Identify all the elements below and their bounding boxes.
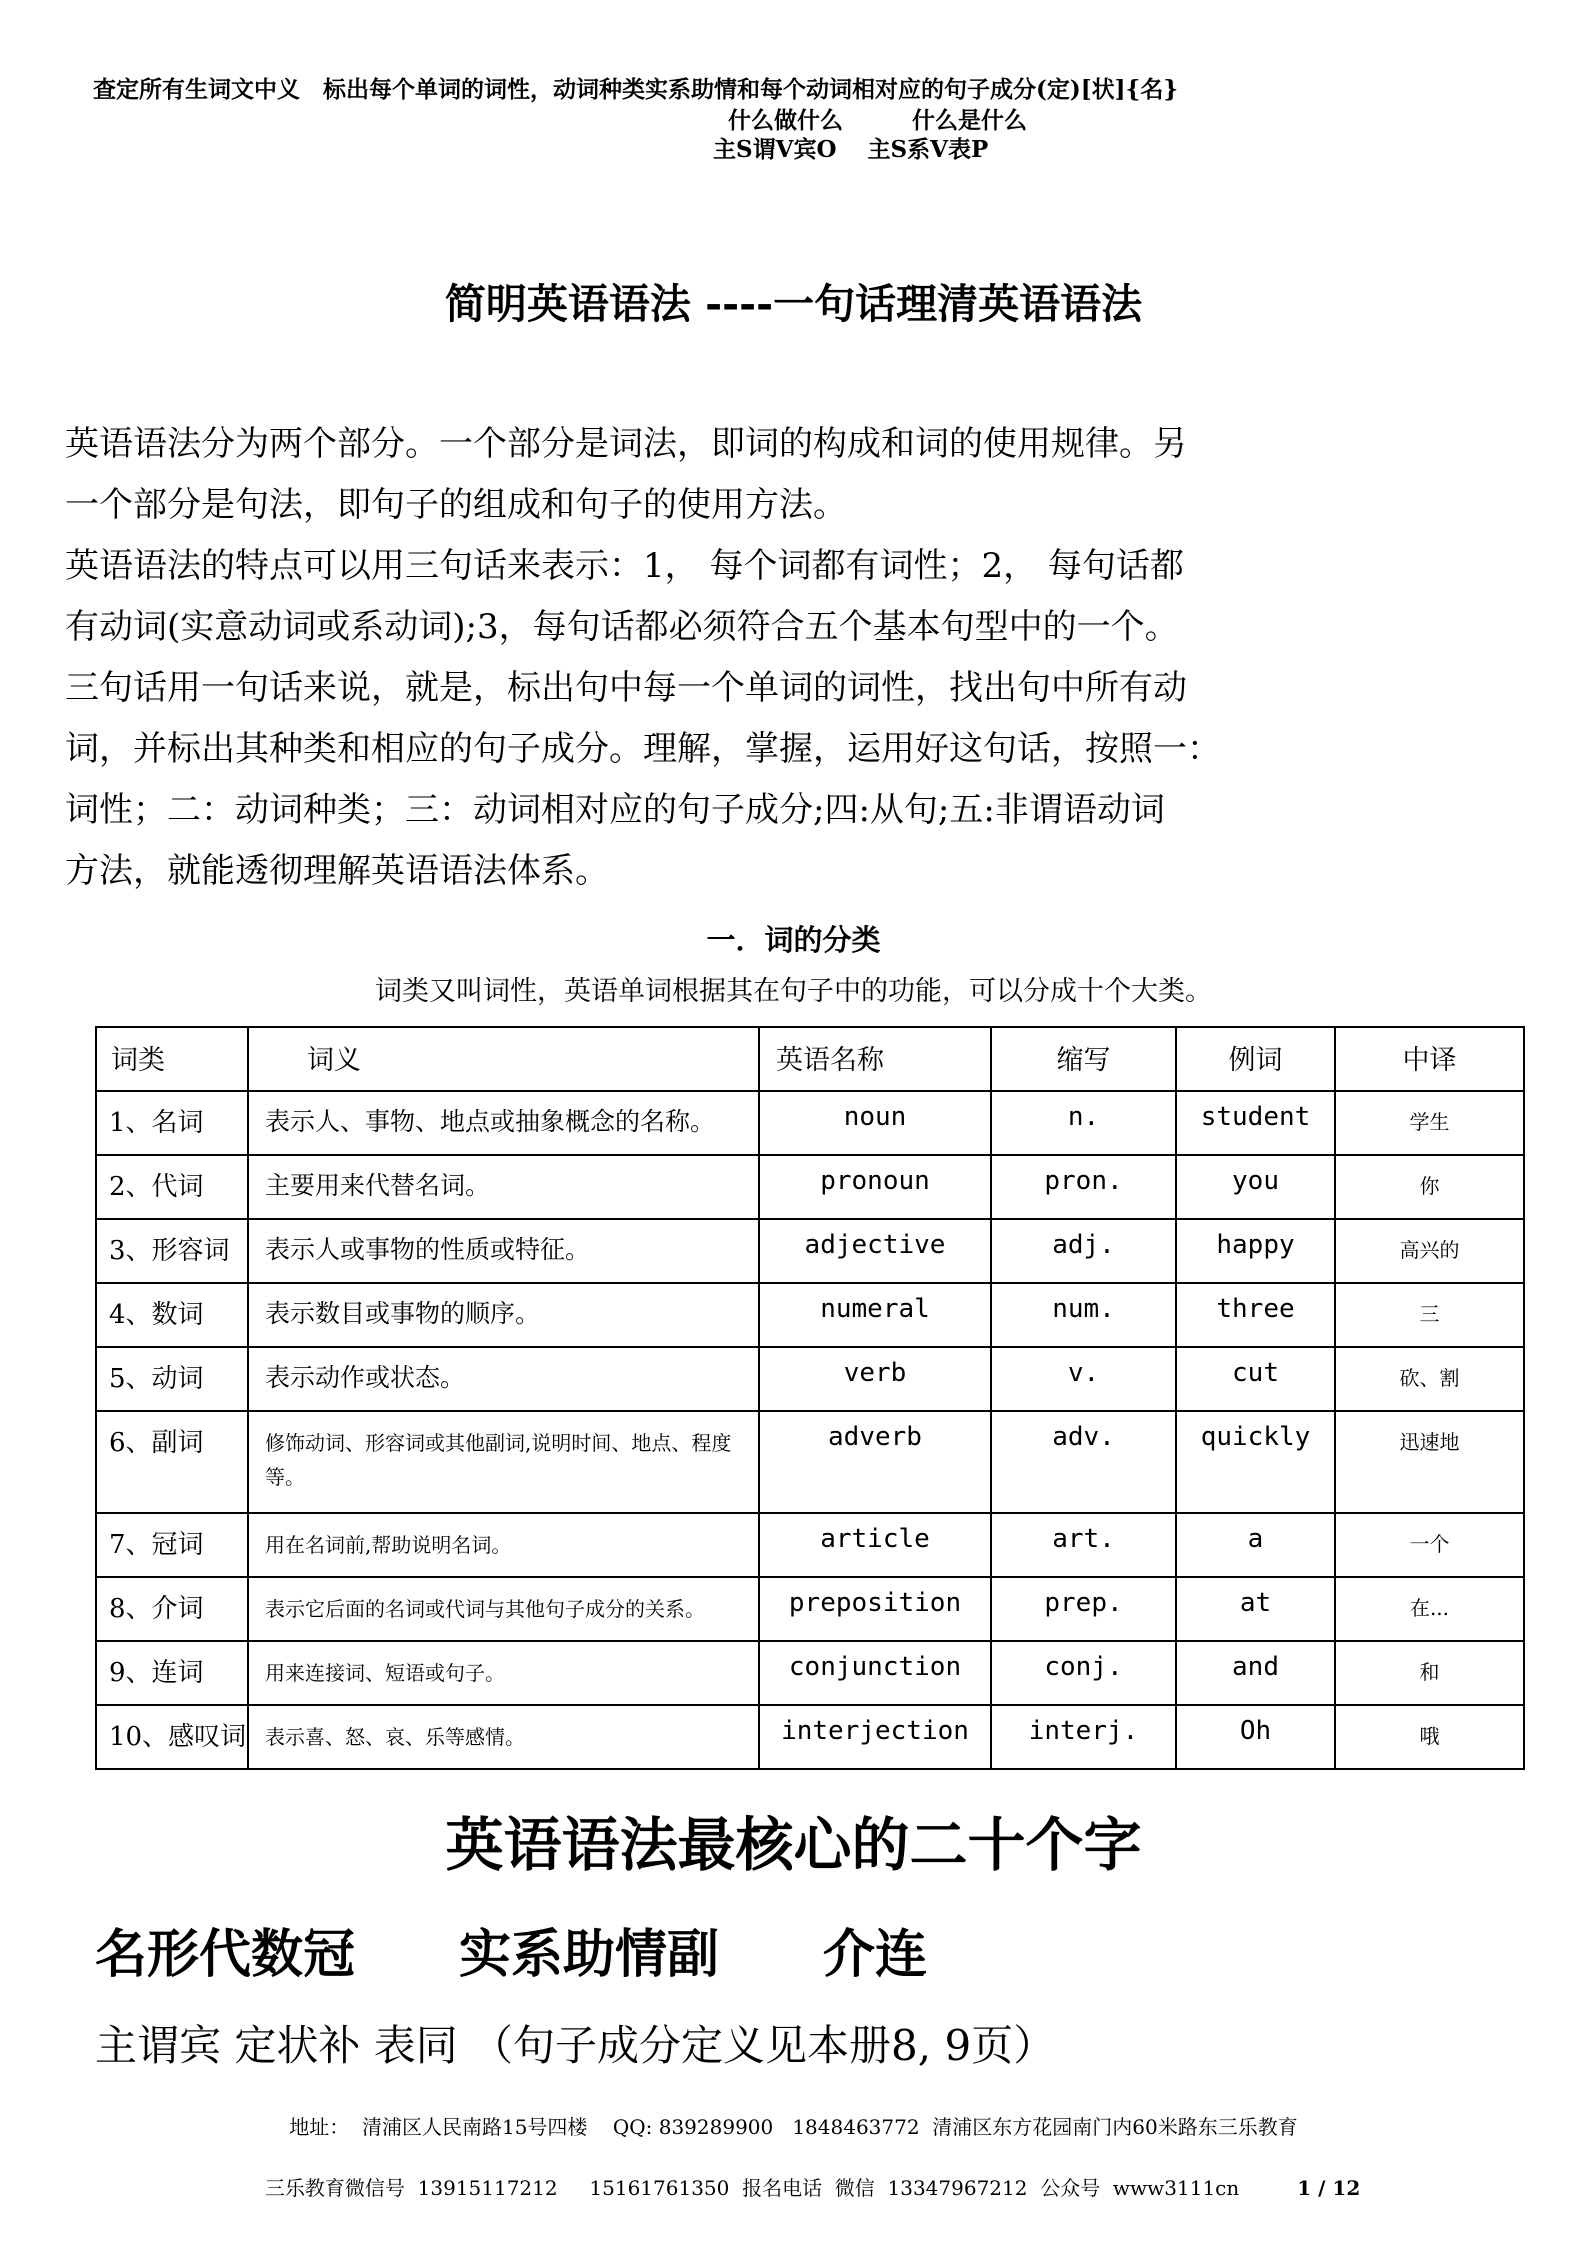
cell-word-class: 2、代词 bbox=[96, 1155, 248, 1219]
cell-meaning: 表示人或事物的性质或特征。 bbox=[248, 1219, 759, 1283]
intro-line: 一个部分是句法，即句子的组成和句子的使用方法。 bbox=[65, 485, 847, 525]
header-example: 例词 bbox=[1176, 1027, 1335, 1091]
table-row bbox=[96, 1641, 1524, 1705]
table-row bbox=[96, 1155, 1524, 1219]
annotation-line-3: 主S谓V宾O 主S系V表P bbox=[713, 136, 989, 163]
cell-english: numeral bbox=[759, 1283, 991, 1347]
cell-english: interjection bbox=[759, 1705, 991, 1769]
cell-word-class: 5、动词 bbox=[96, 1347, 248, 1411]
cell-abbr: art. bbox=[991, 1513, 1176, 1577]
table-row bbox=[96, 1705, 1524, 1769]
footer-contact-line bbox=[0, 2148, 1587, 2225]
intro-line: 英语语法分为两个部分。一个部分是词法，即词的构成和词的使用规律。另 bbox=[65, 424, 1187, 464]
table-row bbox=[96, 1513, 1524, 1577]
cell-example: happy bbox=[1176, 1219, 1335, 1283]
annotation-line-2: 什么做什么 什么是什么 bbox=[728, 107, 1027, 134]
table-row bbox=[96, 1283, 1524, 1347]
intro-line: 英语语法的特点可以用三句话来表示：1， 每个词都有词性；2， 每句话都 bbox=[65, 546, 1184, 586]
cell-meaning: 表示它后面的名词或代词与其他句子成分的关系。 bbox=[248, 1577, 759, 1641]
table-row bbox=[96, 1091, 1524, 1155]
word-class-table bbox=[95, 1026, 1525, 1770]
annotation-line-1: 查定所有生词文中义 标出每个单词的词性，动词种类实系助情和每个动词相对应的句子成分(定)[状]{名} bbox=[93, 76, 1179, 103]
cell-word-class: 7、冠词 bbox=[96, 1513, 248, 1577]
core-sentence-parts: 主谓宾 定状补 表同 （句子成分定义见本册8, 9页） bbox=[95, 2021, 1056, 2070]
page-number: 1 / 12 bbox=[1297, 2176, 1361, 2200]
table-row bbox=[96, 1219, 1524, 1283]
table-row bbox=[96, 1411, 1524, 1513]
header-translation: 中译 bbox=[1335, 1027, 1524, 1091]
cell-meaning: 用来连接词、短语或句子。 bbox=[248, 1641, 759, 1705]
cell-meaning: 表示人、事物、地点或抽象概念的名称。 bbox=[248, 1091, 759, 1155]
cell-translation: 高兴的 bbox=[1335, 1219, 1524, 1283]
cell-english: conjunction bbox=[759, 1641, 991, 1705]
cell-example: student bbox=[1176, 1091, 1335, 1155]
cell-english: verb bbox=[759, 1347, 991, 1411]
cell-meaning: 表示数目或事物的顺序。 bbox=[248, 1283, 759, 1347]
cell-meaning: 主要用来代替名词。 bbox=[248, 1155, 759, 1219]
cell-abbr: num. bbox=[991, 1283, 1176, 1347]
core-twenty-words: 名形代数冠 实系助情副 介连 bbox=[95, 1924, 928, 1985]
section-title: 一．词的分类 bbox=[706, 923, 881, 957]
footer-contact-text: 三乐教育微信号 13915117212 15161761350 报名电话 微信 13347967212 公众号 www3111cn bbox=[264, 2176, 1240, 2200]
section-subtitle: 词类又叫词性，英语单词根据其在句子中的功能，可以分成十个大类。 bbox=[375, 976, 1212, 1007]
cell-word-class: 1、名词 bbox=[96, 1091, 248, 1155]
cell-translation: 你 bbox=[1335, 1155, 1524, 1219]
cell-translation: 迅速地 bbox=[1335, 1411, 1524, 1513]
cell-word-class: 8、介词 bbox=[96, 1577, 248, 1641]
header-meaning: 词义 bbox=[248, 1027, 759, 1091]
cell-example: cut bbox=[1176, 1347, 1335, 1411]
cell-translation: 和 bbox=[1335, 1641, 1524, 1705]
cell-example: and bbox=[1176, 1641, 1335, 1705]
cell-english: article bbox=[759, 1513, 991, 1577]
page-footer bbox=[0, 2111, 1587, 2225]
top-annotation bbox=[0, 0, 1587, 163]
intro-line: 词性；二：动词种类；三：动词相对应的句子成分;四:从句;五:非谓语动词 bbox=[65, 790, 1165, 830]
footer-address-line: 地址： 清浦区人民南路15号四楼 QQ: 839289900 1848463772 清浦区东方花园南门内60米路东三乐教育 bbox=[289, 2115, 1298, 2139]
cell-english: noun bbox=[759, 1091, 991, 1155]
page-title: 简明英语语法 ----一句话理清英语语法 bbox=[444, 280, 1143, 328]
cell-english: adjective bbox=[759, 1219, 991, 1283]
table-header-row bbox=[96, 1027, 1524, 1091]
core-heading: 英语语法最核心的二十个字 bbox=[445, 1811, 1142, 1879]
cell-english: pronoun bbox=[759, 1155, 991, 1219]
table-row bbox=[96, 1577, 1524, 1641]
table-row bbox=[96, 1347, 1524, 1411]
cell-example: a bbox=[1176, 1513, 1335, 1577]
cell-word-class: 6、副词 bbox=[96, 1411, 248, 1513]
cell-english: adverb bbox=[759, 1411, 991, 1513]
cell-abbr: pron. bbox=[991, 1155, 1176, 1219]
cell-translation: 哦 bbox=[1335, 1705, 1524, 1769]
cell-word-class: 3、形容词 bbox=[96, 1219, 248, 1283]
cell-word-class: 9、连词 bbox=[96, 1641, 248, 1705]
cell-example: you bbox=[1176, 1155, 1335, 1219]
cell-abbr: interj. bbox=[991, 1705, 1176, 1769]
intro-line: 词，并标出其种类和相应的句子成分。理解，掌握，运用好这句话，按照一： bbox=[65, 729, 1221, 769]
cell-abbr: prep. bbox=[991, 1577, 1176, 1641]
cell-example: three bbox=[1176, 1283, 1335, 1347]
cell-word-class: 10、感叹词 bbox=[96, 1705, 248, 1769]
header-english-name: 英语名称 bbox=[759, 1027, 991, 1091]
cell-translation: 学生 bbox=[1335, 1091, 1524, 1155]
intro-line: 有动词(实意动词或系动词);3，每句话都必须符合五个基本句型中的一个。 bbox=[65, 607, 1179, 647]
cell-example: quickly bbox=[1176, 1411, 1335, 1513]
cell-abbr: v. bbox=[991, 1347, 1176, 1411]
cell-word-class: 4、数词 bbox=[96, 1283, 248, 1347]
cell-meaning: 修饰动词、形容词或其他副词,说明时间、地点、程度等。 bbox=[248, 1411, 759, 1513]
cell-translation: 砍、割 bbox=[1335, 1347, 1524, 1411]
cell-english: preposition bbox=[759, 1577, 991, 1641]
cell-meaning: 表示喜、怒、哀、乐等感情。 bbox=[248, 1705, 759, 1769]
cell-abbr: conj. bbox=[991, 1641, 1176, 1705]
cell-example: Oh bbox=[1176, 1705, 1335, 1769]
cell-meaning: 表示动作或状态。 bbox=[248, 1347, 759, 1411]
intro-line: 方法，就能透彻理解英语语法体系。 bbox=[65, 851, 609, 891]
cell-abbr: n. bbox=[991, 1091, 1176, 1155]
cell-abbr: adj. bbox=[991, 1219, 1176, 1283]
header-word-class: 词类 bbox=[96, 1027, 248, 1091]
cell-example: at bbox=[1176, 1577, 1335, 1641]
cell-translation: 三 bbox=[1335, 1283, 1524, 1347]
intro-line: 三句话用一句话来说，就是，标出句中每一个单词的词性，找出句中所有动 bbox=[65, 668, 1187, 708]
cell-translation: 在... bbox=[1335, 1577, 1524, 1641]
cell-translation: 一个 bbox=[1335, 1513, 1524, 1577]
intro-paragraphs bbox=[65, 414, 1529, 902]
cell-abbr: adv. bbox=[991, 1411, 1176, 1513]
header-abbreviation: 缩写 bbox=[991, 1027, 1176, 1091]
cell-meaning: 用在名词前,帮助说明名词。 bbox=[248, 1513, 759, 1577]
